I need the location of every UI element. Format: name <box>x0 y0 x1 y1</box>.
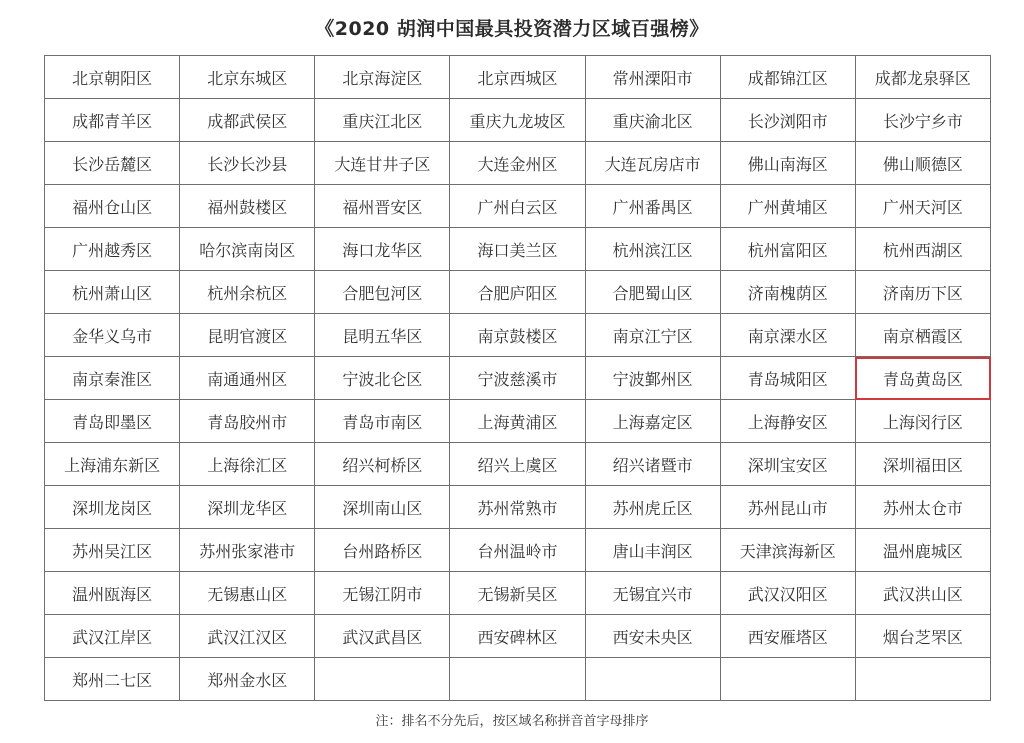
region-cell: 温州瓯海区 <box>45 572 180 615</box>
region-cell: 杭州萧山区 <box>45 271 180 314</box>
region-cell: 成都龙泉驿区 <box>855 56 990 99</box>
region-cell: 成都武侯区 <box>180 99 315 142</box>
region-cell: 长沙岳麓区 <box>45 142 180 185</box>
region-cell: 哈尔滨南岗区 <box>180 228 315 271</box>
table-row <box>45 185 991 228</box>
region-cell: 宁波鄞州区 <box>585 357 720 400</box>
region-cell-highlighted: 青岛黄岛区 <box>855 357 990 400</box>
footnote: 注：排名不分先后，按区域名称拼音首字母排序 <box>375 714 649 729</box>
region-cell: 北京朝阳区 <box>45 56 180 99</box>
region-cell: 深圳龙华区 <box>180 486 315 529</box>
region-cell: 南京栖霞区 <box>855 314 990 357</box>
region-cell: 重庆渝北区 <box>585 99 720 142</box>
table-row <box>45 529 991 572</box>
region-cell: 南京秦淮区 <box>45 357 180 400</box>
region-cell: 苏州常熟市 <box>450 486 585 529</box>
empty-cell <box>450 658 585 701</box>
table-row <box>45 486 991 529</box>
region-cell: 南京溧水区 <box>720 314 855 357</box>
region-cell: 成都锦江区 <box>720 56 855 99</box>
region-cell: 杭州余杭区 <box>180 271 315 314</box>
region-cell: 苏州太仓市 <box>855 486 990 529</box>
region-cell: 长沙浏阳市 <box>720 99 855 142</box>
region-cell: 长沙长沙县 <box>180 142 315 185</box>
region-cell: 武汉江汉区 <box>180 615 315 658</box>
table-row <box>45 271 991 314</box>
table-row <box>45 443 991 486</box>
region-cell: 重庆九龙坡区 <box>450 99 585 142</box>
region-cell: 烟台芝罘区 <box>855 615 990 658</box>
region-cell: 无锡新吴区 <box>450 572 585 615</box>
region-cell: 苏州张家港市 <box>180 529 315 572</box>
region-cell: 重庆江北区 <box>315 99 450 142</box>
region-cell: 青岛城阳区 <box>720 357 855 400</box>
region-cell: 合肥包河区 <box>315 271 450 314</box>
region-cell: 唐山丰润区 <box>585 529 720 572</box>
region-cell: 上海静安区 <box>720 400 855 443</box>
region-cell: 苏州吴江区 <box>45 529 180 572</box>
region-cell: 绍兴上虞区 <box>450 443 585 486</box>
region-cell: 深圳福田区 <box>855 443 990 486</box>
region-cell: 上海黄浦区 <box>450 400 585 443</box>
table-row <box>45 99 991 142</box>
region-cell: 佛山南海区 <box>720 142 855 185</box>
region-cell: 福州鼓楼区 <box>180 185 315 228</box>
table-row <box>45 400 991 443</box>
region-ranking-table <box>44 55 991 701</box>
table-row <box>45 314 991 357</box>
region-cell: 长沙宁乡市 <box>855 99 990 142</box>
region-cell: 南京江宁区 <box>585 314 720 357</box>
region-cell: 杭州滨江区 <box>585 228 720 271</box>
region-cell: 西安碑林区 <box>450 615 585 658</box>
region-cell: 上海浦东新区 <box>45 443 180 486</box>
region-cell: 郑州金水区 <box>180 658 315 701</box>
region-cell: 上海嘉定区 <box>585 400 720 443</box>
region-cell: 杭州西湖区 <box>855 228 990 271</box>
region-cell: 海口美兰区 <box>450 228 585 271</box>
table-row <box>45 357 991 400</box>
region-cell: 宁波北仑区 <box>315 357 450 400</box>
region-cell: 大连金州区 <box>450 142 585 185</box>
region-cell: 北京西城区 <box>450 56 585 99</box>
region-cell: 深圳宝安区 <box>720 443 855 486</box>
region-cell: 青岛市南区 <box>315 400 450 443</box>
region-cell: 深圳龙岗区 <box>45 486 180 529</box>
table-row <box>45 615 991 658</box>
region-cell: 合肥庐阳区 <box>450 271 585 314</box>
region-cell: 昆明官渡区 <box>180 314 315 357</box>
region-cell: 海口龙华区 <box>315 228 450 271</box>
region-cell: 青岛胶州市 <box>180 400 315 443</box>
empty-cell <box>315 658 450 701</box>
region-cell: 合肥蜀山区 <box>585 271 720 314</box>
region-cell: 武汉江岸区 <box>45 615 180 658</box>
region-cell: 南京鼓楼区 <box>450 314 585 357</box>
region-cell: 无锡惠山区 <box>180 572 315 615</box>
region-cell: 武汉汉阳区 <box>720 572 855 615</box>
table-row <box>45 658 991 701</box>
region-cell: 南通通州区 <box>180 357 315 400</box>
region-cell: 杭州富阳区 <box>720 228 855 271</box>
region-cell: 福州晋安区 <box>315 185 450 228</box>
region-cell: 济南槐荫区 <box>720 271 855 314</box>
table-body <box>45 56 991 701</box>
region-cell: 广州番禺区 <box>585 185 720 228</box>
region-cell: 成都青羊区 <box>45 99 180 142</box>
region-cell: 广州白云区 <box>450 185 585 228</box>
region-cell: 广州越秀区 <box>45 228 180 271</box>
region-cell: 广州天河区 <box>855 185 990 228</box>
region-cell: 西安雁塔区 <box>720 615 855 658</box>
region-cell: 无锡江阴市 <box>315 572 450 615</box>
region-cell: 西安未央区 <box>585 615 720 658</box>
region-cell: 金华义乌市 <box>45 314 180 357</box>
region-cell: 宁波慈溪市 <box>450 357 585 400</box>
region-cell: 北京东城区 <box>180 56 315 99</box>
region-cell: 上海徐汇区 <box>180 443 315 486</box>
empty-cell <box>855 658 990 701</box>
region-cell: 无锡宜兴市 <box>585 572 720 615</box>
region-cell: 常州溧阳市 <box>585 56 720 99</box>
region-cell: 苏州虎丘区 <box>585 486 720 529</box>
region-cell: 台州温岭市 <box>450 529 585 572</box>
region-cell: 武汉洪山区 <box>855 572 990 615</box>
region-cell: 昆明五华区 <box>315 314 450 357</box>
empty-cell <box>585 658 720 701</box>
region-cell: 济南历下区 <box>855 271 990 314</box>
region-cell: 苏州昆山市 <box>720 486 855 529</box>
region-cell: 武汉武昌区 <box>315 615 450 658</box>
empty-cell <box>720 658 855 701</box>
region-cell: 广州黄埔区 <box>720 185 855 228</box>
region-cell: 温州鹿城区 <box>855 529 990 572</box>
table-row <box>45 142 991 185</box>
table-row <box>45 56 991 99</box>
region-cell: 佛山顺德区 <box>855 142 990 185</box>
table-row <box>45 228 991 271</box>
region-cell: 绍兴诸暨市 <box>585 443 720 486</box>
region-cell: 福州仓山区 <box>45 185 180 228</box>
table-row <box>45 572 991 615</box>
region-cell: 深圳南山区 <box>315 486 450 529</box>
page-title: 《2020 胡润中国最具投资潜力区域百强榜》 <box>315 18 709 40</box>
region-cell: 天津滨海新区 <box>720 529 855 572</box>
region-cell: 上海闵行区 <box>855 400 990 443</box>
region-cell: 青岛即墨区 <box>45 400 180 443</box>
region-cell: 郑州二七区 <box>45 658 180 701</box>
region-cell: 绍兴柯桥区 <box>315 443 450 486</box>
region-cell: 台州路桥区 <box>315 529 450 572</box>
region-cell: 大连瓦房店市 <box>585 142 720 185</box>
region-cell: 大连甘井子区 <box>315 142 450 185</box>
region-cell: 北京海淀区 <box>315 56 450 99</box>
